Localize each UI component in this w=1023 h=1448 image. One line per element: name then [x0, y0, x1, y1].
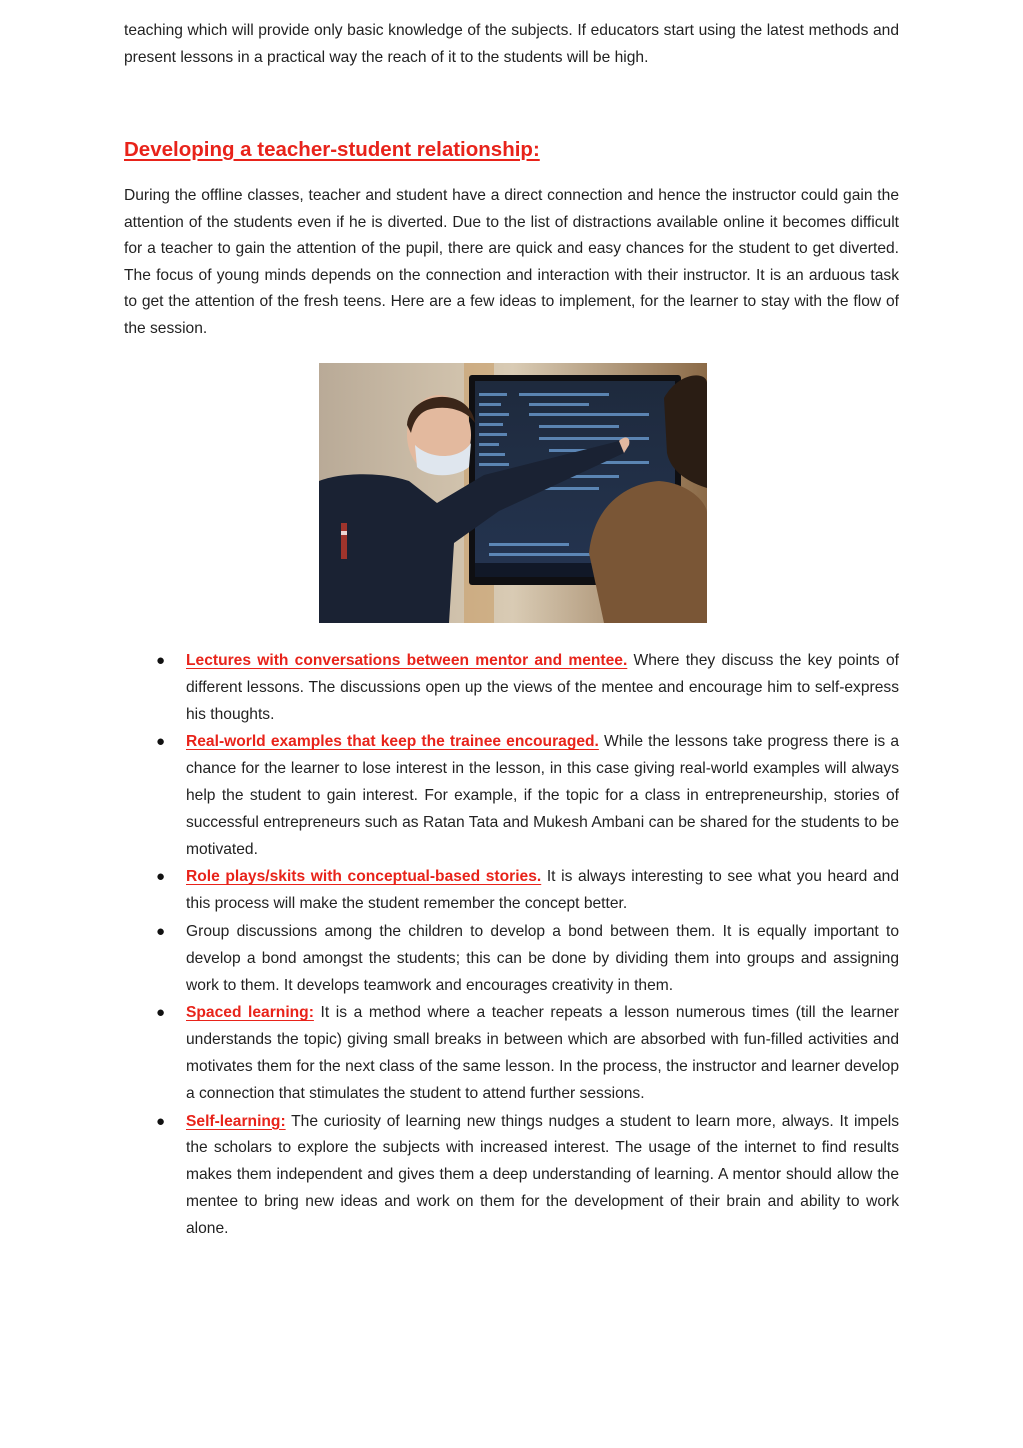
section-paragraph: During the offline classes, teacher and student have a direct connection and hence the instructor could gain the attention of the students even if he is diverted. Due to the list of distractions available online it becomes difficult for a teacher to gain the attention of the pupil, there are quick and easy chances for the student to get diverted. The focus of young minds depends on the connection and interaction with their instructor. It is an arduous task to get the attention of the fresh teens. Here are a few ideas to implement, for the learner to stay with the flow of the session.	[124, 187, 899, 337]
bullet-icon: ●	[156, 733, 166, 751]
bullet-text: It is a method where a teacher repeats a lesson numerous times (till the learner understands the topic) giving small breaks in between which are absorbed with fun-filled activities and motivates them for the next class of the same lesson. In the process, the instructor and learner develop a connection that stimulates the student to attend further sessions.	[186, 1004, 899, 1102]
list-item	[156, 919, 899, 999]
bullet-lead: Role plays/skits with conceptual-based stories.	[186, 868, 542, 886]
bullet-lead: Real-world examples that keep the trainee encouraged.	[186, 733, 599, 751]
bullet-text: Where they discuss the key points of different lessons. The discussions open up the views of the mentee and encourage him to self-express his thoughts.	[186, 652, 899, 723]
bullet-lead: Spaced learning:	[186, 1004, 314, 1022]
section-heading: Developing a teacher-student relationship:	[124, 138, 540, 161]
bullet-list	[156, 648, 899, 1243]
intro-paragraph: teaching which will provide only basic knowledge of the subjects. If educators start using the latest methods and present lessons in a practical way the reach of it to the students will be high.	[124, 22, 899, 66]
classroom-photo	[319, 363, 707, 623]
list-item	[156, 729, 899, 863]
bullet-icon: ●	[156, 1004, 166, 1022]
bullet-text: The curiosity of learning new things nudges a student to learn more, always. It impels the scholars to explore the subjects with increased interest. The usage of the internet to find results makes them independent and gives them a deep understanding of learning. A mentor should allow the mentee to bring new ideas and work on them for the development of their brain and ability to work alone.	[186, 1112, 899, 1237]
bullet-lead: Lectures with conversations between mentor and mentee.	[186, 652, 628, 669]
list-item	[156, 1109, 899, 1243]
list-item	[156, 648, 899, 728]
classroom-photo-illustration	[319, 363, 707, 623]
bullet-text: It is always interesting to see what you heard and this process will make the student remember the concept better.	[186, 868, 899, 913]
bullet-icon: ●	[156, 652, 166, 669]
bullet-lead: Self-learning:	[186, 1112, 286, 1130]
list-item	[156, 864, 899, 918]
bullet-text: While the lessons take progress there is a chance for the learner to lose interest in the lesson, in this case giving real-world examples will always help the student to gain interest. For example, if the topic for a class in entrepreneurship, stories of successful entrepreneurs such as Ratan Tata and Mukesh Ambani can be shared for the students to be motivated.	[186, 733, 899, 858]
bullet-icon: ●	[156, 868, 166, 886]
bullet-icon: ●	[156, 1112, 166, 1130]
bullet-icon: ●	[156, 922, 166, 940]
list-item	[156, 1000, 899, 1107]
bullet-text: Group discussions among the children to develop a bond between them. It is equally important to develop a bond amongst the students; this can be done by dividing them into groups and assigning work to them. It develops teamwork and encourages creativity in them.	[186, 922, 899, 994]
